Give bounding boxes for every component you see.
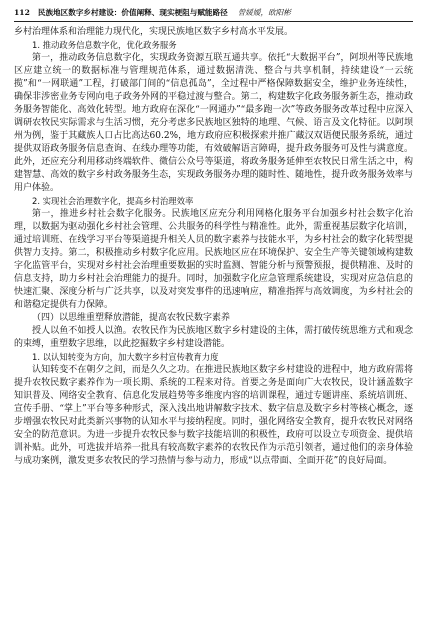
- running-header: [14, 8, 413, 18]
- running-authors: 曾媛嫒，欧阳彬: [237, 8, 291, 17]
- page-number: 112: [14, 8, 30, 17]
- body-paragraph: 第一，推动政务信息数字化，实现政务资源互联互通共享。依托“大数据平台”，阿坝州等民族地区应建立统一的数据标准与管理规范体系，通过数据清洗、整合与共享机制，持续建设“一云统揽”和“一网联通”工程，打破部门间的“信息孤岛”，全过程中严格保障数据安全，维护业务连续性，确保非涉密业务专网向电子政务外网的平稳过渡与整合。第二，构建数字化政务服务新生态，推动政务服务智能化、高效化转型。地方政府在深化“一网通办”“最多跑一次”等政务服务改革过程中应深入调研农牧民实际需求与生活习惯，充分考虑多民族地区独特的地理、气候、语言及文化特征。以阿坝州为例，鉴于其藏族人口占比高达60.2%，地方政府应积极探索并推广藏汉双语便民服务系统，通过提供双语政务服务信息查询、在线办理等功能，有效破解语言障碍，提升政务服务可及性与满意度。此外，还应充分利用移动终端软件、微信公众号等渠道，将政务服务延伸至农牧民日常生活之中，构建智慧、高效的数字乡村政务服务生态，实现政务服务办理的随时性、随地性，提升政务服务效率与用户体验。: [14, 53, 413, 193]
- section-heading: （四）以思维重塑释放潜能，提高农牧民数字素养: [32, 313, 231, 323]
- body-paragraph: 第一，推进乡村社会数字化服务。民族地区应充分利用网格化服务平台加强乡村社会数字化治理，以数据为驱动强化乡村社会管理、公共服务的科学性与精准性。此外，需重视基层数字化培训，通过培训班、在线学习平台等渠道提升相关人员的数字素养与技能水平，为乡村社会的数字化转型提供智力支持。第二，积极推动乡村数字化应用。民族地区应在环境保护、安全生产等关键领域构建数字化监管平台，实现对乡村社会治理重要数据的实时监测、智能分析与预警预报，提供精准、及时的信息支持，助力乡村社会治理能力的提升。同时，加强数字化应急管理系统建设，实现对应急信息的快速汇聚、深度分析与广泛共享，以及对突发事件的迅速响应，精准指挥与高效调度，为乡村社会的和谐稳定提供有力保障。: [14, 209, 413, 310]
- body-paragraph: 授人以鱼不如授人以渔。农牧民作为民族地区数字乡村建设的主体，需打破传统思维方式和观念的束缚，重塑数字思维，以此挖掘数字乡村建设潜能。: [14, 326, 413, 349]
- subsection-heading: 2. 实现社会治理数字化，提高乡村治理效率: [32, 196, 194, 206]
- paragraph-continuation: 乡村治理体系和治理能力现代化，实现民族地区数字乡村高水平发展。: [14, 27, 294, 37]
- subsection-heading: 1. 推动政务信息数字化，优化政务服务: [32, 40, 177, 50]
- subsection-heading: 1. 以认知转变为方向，加大数字乡村宣传教育力度: [32, 352, 219, 362]
- article-body: [14, 26, 413, 468]
- body-paragraph: 认知转变不在朝夕之间，而是久久之功。在推进民族地区数字乡村建设的进程中，地方政府需将提升农牧民数字素养作为一项长期、系统的工程来对待。首要之务是面向广大农牧民，设计涵盖数字知识普及、网络安全教育、信息化发展趋势等多维度内容的培训课程，通过专题讲座、系统培训班、宣传手册、“掌上”平台等多种形式，深入浅出地讲解数字技术、数字信息及数字乡村等核心概念，逐步增强农牧民对此类新兴事物的认知水平与接纳程度。同时，强化网络安全教育，提升农牧民对网络安全的防范意识。为进一步提升农牧民参与数字技能培训的积极性，政府可以设立专项资金、提供培训补贴。此外，可选拔并培养一批具有较高数字素养的农牧民作为示范引领者，通过他们的亲身体验与成功案例，激发更多农牧民的学习热情与参与动力，形成“以点带面、全面开花”的良好局面。: [14, 365, 413, 466]
- journal-running-title: 民族地区数字乡村建设：价值阐释、现实梗阻与赋能路径: [37, 8, 228, 17]
- header-rule: [14, 21, 413, 22]
